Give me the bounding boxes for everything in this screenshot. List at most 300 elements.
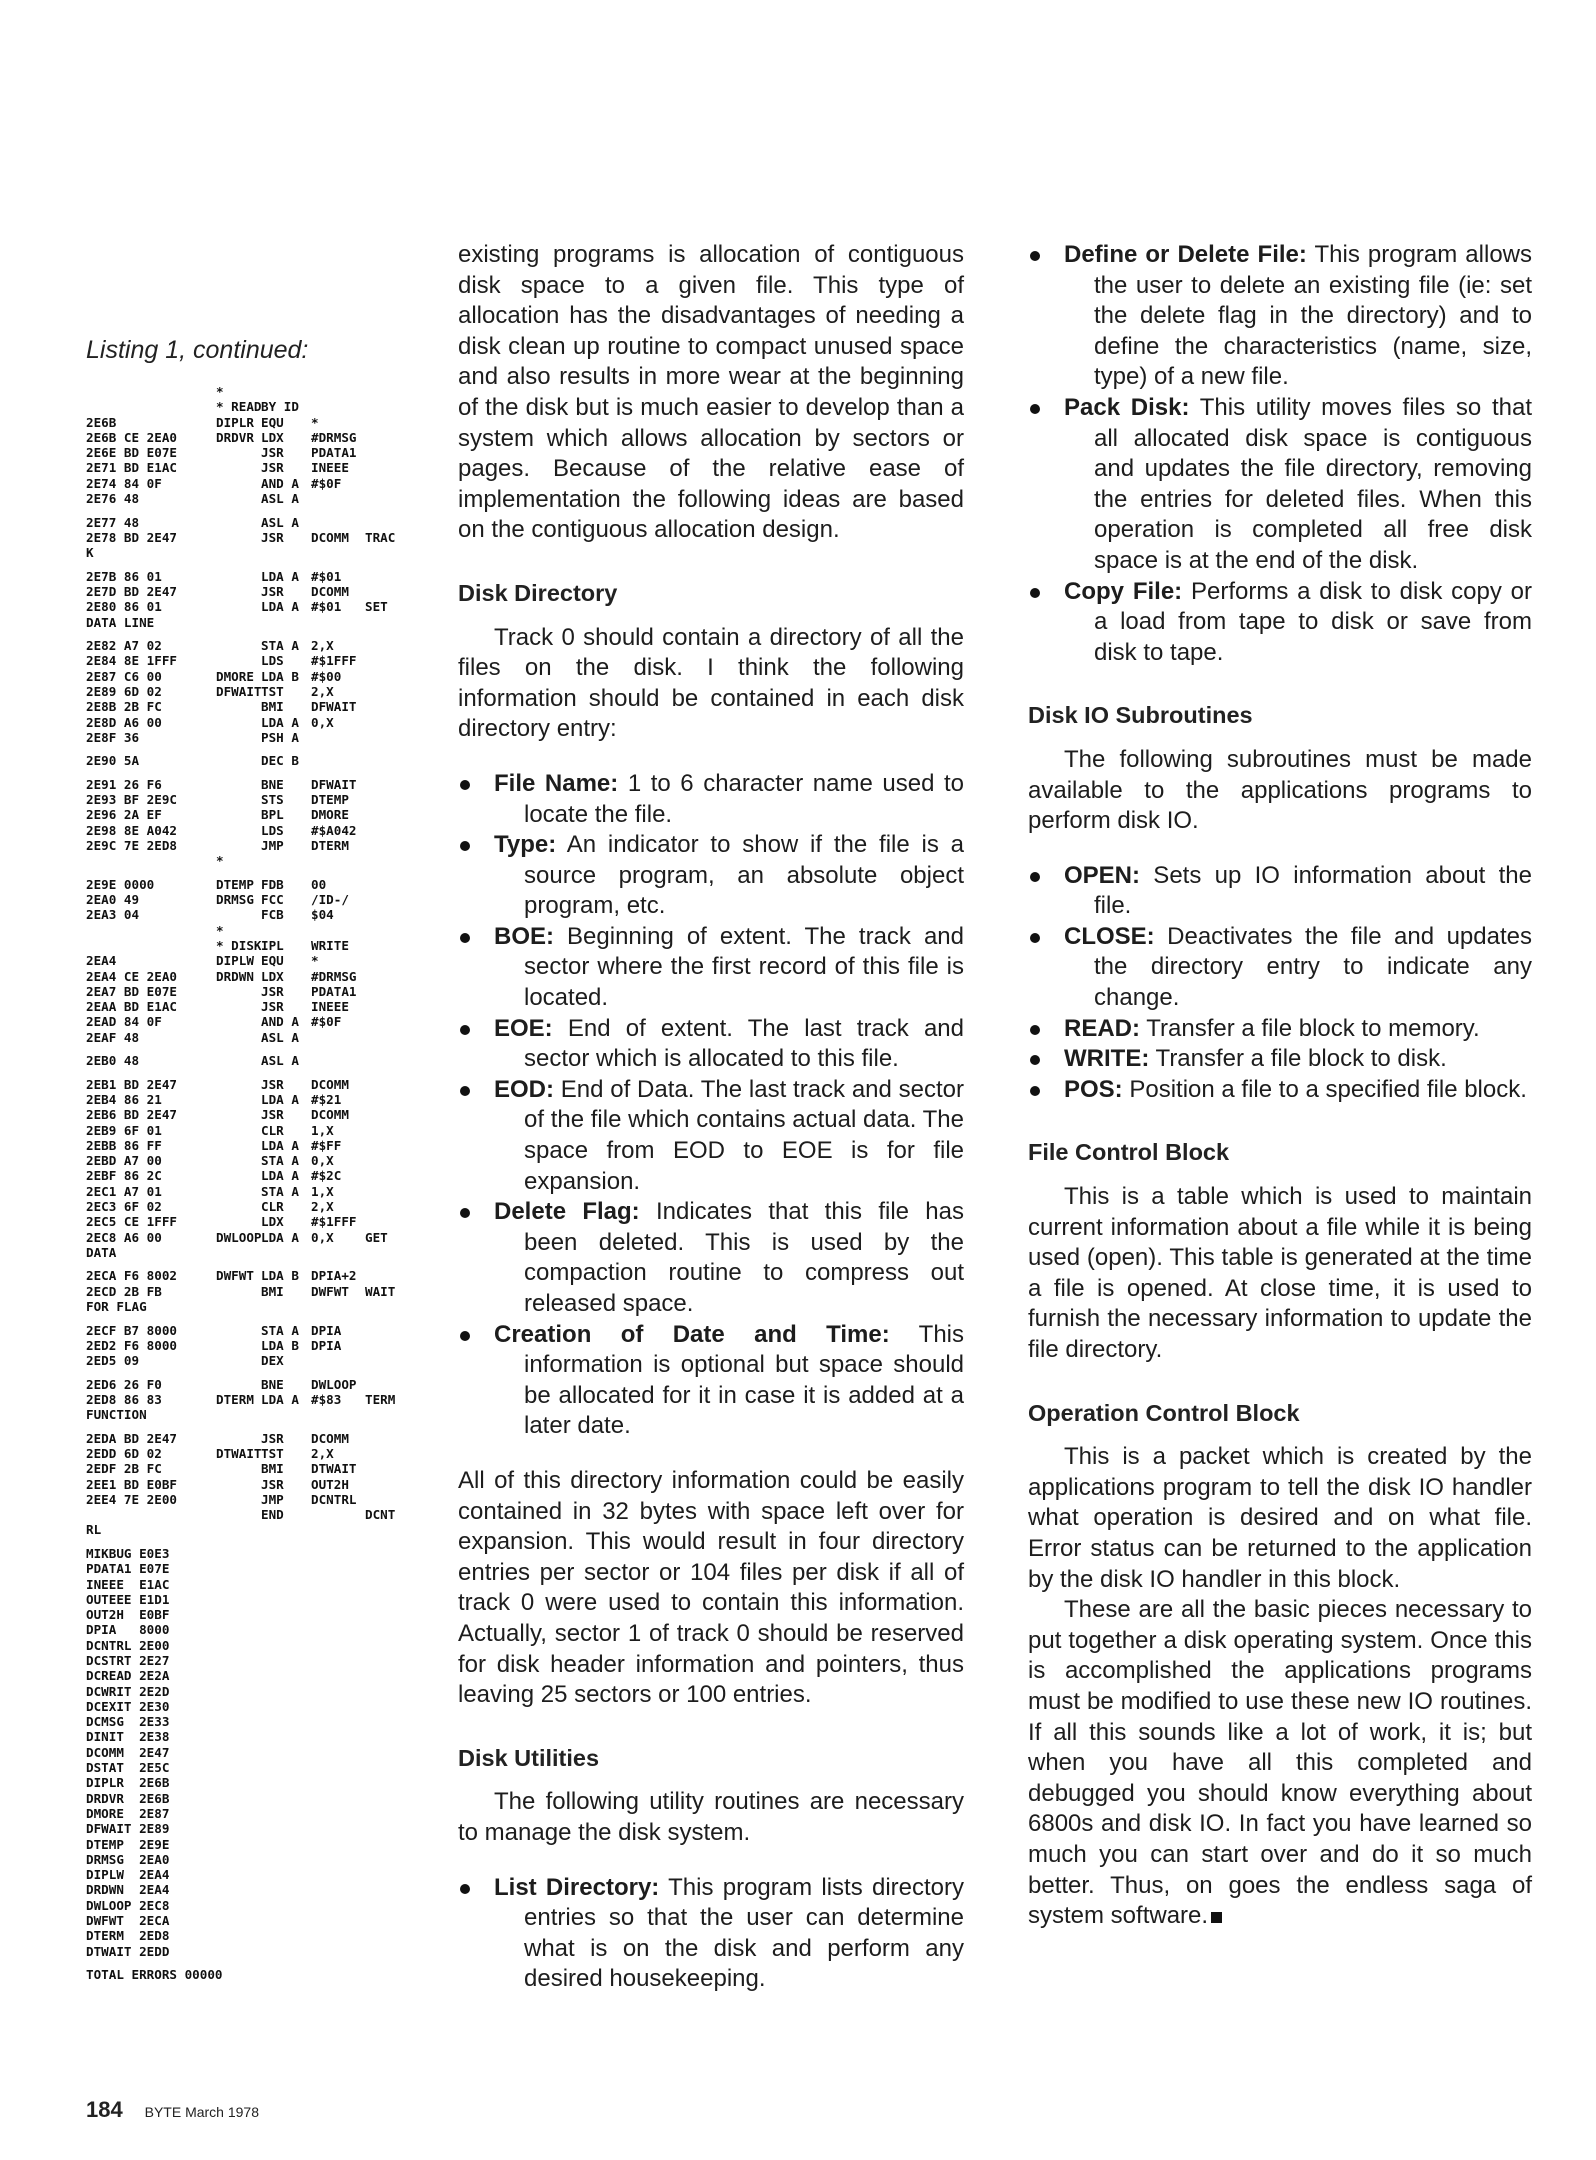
listing-field: MIKBUG E0E3 [86, 1545, 170, 1561]
listing-field: 2EC1 A7 01 [86, 1183, 162, 1199]
listing-field: AND A [261, 1014, 299, 1030]
listing-field: LDX [261, 968, 284, 984]
io-routine-item [1028, 861, 1532, 922]
listing-field: * READ [216, 399, 262, 415]
listing-line [86, 445, 426, 460]
io-routine-text: Sets up IO information about the file. [1094, 861, 1532, 920]
listing-field: DCSTRT 2E27 [86, 1653, 170, 1668]
listing-field: 2E6B [86, 414, 117, 430]
listing-line [86, 753, 426, 768]
listing-field: 2EA0 49 [86, 892, 140, 908]
listing-line [86, 1867, 426, 1882]
listing-field: #$83 [311, 1391, 342, 1407]
listing-field: DTEMP [311, 792, 349, 808]
listing-line [86, 1607, 426, 1622]
listing-line [86, 1123, 426, 1138]
listing-field: 2E84 8E 1FFF [86, 653, 177, 669]
utility-term: Define or Delete File: [1064, 241, 1307, 268]
page-number: 184 [86, 2097, 123, 2122]
listing-field: DRDWN [216, 968, 254, 984]
listing-field: 2E6B CE 2EA0 [86, 429, 177, 445]
bullet-icon [1030, 404, 1040, 414]
file-control-block-paragraph: This is a table which is used to maintain current information about a file while it is being used (open). This table is generated at the time a file is opened. At close time, it is used to furnish the necessary information to update the file directory. [1028, 1183, 1532, 1363]
listing-field: FOR FLAG [86, 1299, 147, 1315]
listing-field: 2E77 48 [86, 514, 140, 530]
listing-field: JSR [261, 1107, 284, 1123]
listing-line [86, 923, 426, 938]
listing-field: FDB [261, 876, 284, 892]
listing-field: DEX [261, 1353, 284, 1369]
listing-line [86, 1245, 426, 1260]
utility-text: This program allows the user to delete an existing file (ie: set the delete flag in the directory) and to define the characteristics (name, size, type) of a new file. [1094, 241, 1532, 391]
listing-field: PDATA1 E07E [86, 1561, 170, 1577]
bullet-icon [460, 1331, 470, 1341]
listing-field: $04 [311, 907, 334, 923]
listing-field: 2E96 2A EF [86, 807, 162, 823]
utility-term: Pack Disk: [1064, 393, 1190, 421]
listing-line [86, 1053, 426, 1068]
listing-field: LDX [261, 429, 284, 445]
utilities-list-continued [1028, 240, 1532, 668]
listing-line [86, 984, 426, 999]
listing-field: 2ECA F6 8002 [86, 1268, 177, 1284]
listing-field: * [311, 414, 319, 430]
listing-field: 2E87 C6 00 [86, 668, 162, 684]
listing-line [86, 1852, 426, 1867]
utility-item [458, 1873, 964, 1995]
bullet-icon [1030, 251, 1040, 261]
listing-field: 2E9C 7E 2ED8 [86, 837, 177, 853]
listing-field: DIPLR [216, 414, 254, 430]
listing-field: LDA A [261, 1137, 299, 1153]
listing-field: DSTAT 2E5C [86, 1760, 170, 1776]
listing-field: EQU [261, 414, 284, 430]
listing-field: ASL A [261, 514, 299, 530]
directory-field-text: End of Data. The last track and sector of the file which contains actual data. The space from EOD to EOE is for file expansion. [524, 1075, 964, 1195]
listing-field: TERM [365, 1391, 396, 1407]
listing-line [86, 399, 426, 414]
utility-item [1028, 393, 1532, 577]
listing-line [86, 1492, 426, 1507]
io-routine-text: Transfer a file block to memory. [1140, 1014, 1480, 1042]
listing-line [86, 1153, 426, 1168]
listing-field: #$00 [311, 668, 342, 684]
listing-line [86, 938, 426, 953]
listing-field: LDA A [261, 599, 299, 615]
listing-line [86, 792, 426, 807]
listing-line [86, 1138, 426, 1153]
listing-gap [86, 1959, 426, 1967]
listing-field: 2E8F 36 [86, 729, 140, 745]
listing-field: JSR [261, 583, 284, 599]
io-subroutines-list [1028, 861, 1532, 1106]
listing-field: BY ID [261, 399, 299, 415]
listing-field: DPIA 8000 [86, 1622, 170, 1638]
directory-field-item [458, 830, 964, 922]
listing-field: DCEXIT 2E30 [86, 1698, 170, 1714]
listing-field: DMORE [216, 668, 254, 684]
listing-field: 2EAF 48 [86, 1029, 140, 1045]
listing-line [86, 1077, 426, 1092]
listing-field: 2E7B 86 01 [86, 568, 162, 584]
listing-field: DCOMM [311, 1107, 349, 1123]
listing-field: TRAC [365, 529, 396, 545]
listing-line [86, 1882, 426, 1897]
listing-field: DCOMM 2E47 [86, 1744, 170, 1760]
listing-field: 2E71 BD E1AC [86, 460, 177, 476]
listing-field: DTEMP [216, 876, 254, 892]
listing-line [86, 1299, 426, 1314]
utility-term: List Directory: [494, 1873, 660, 1901]
listing-line [86, 730, 426, 745]
io-routine-term: POS: [1064, 1075, 1123, 1103]
listing-field: RL [86, 1522, 102, 1538]
listing-line [86, 1377, 426, 1392]
directory-field-item [458, 922, 964, 1014]
listing-line [86, 1668, 426, 1683]
listing-gap [86, 1368, 426, 1376]
listing-line [86, 599, 426, 614]
utility-item [1028, 240, 1532, 393]
listing-field: FCB [261, 907, 284, 923]
io-routine-item [1028, 1014, 1532, 1045]
listing-line [86, 1184, 426, 1199]
listing-line [86, 1898, 426, 1913]
listing-line [86, 853, 426, 868]
listing-field: INEEE [311, 460, 349, 476]
listing-field: DTWAIT [216, 1445, 262, 1461]
listing-line [86, 545, 426, 560]
listing-field: 0,X [311, 1229, 334, 1245]
listing-field: 2EE4 7E 2E00 [86, 1491, 177, 1507]
heading-file-control-block: File Control Block [1028, 1139, 1230, 1166]
listing-field: 2EE1 BD E0BF [86, 1476, 177, 1492]
listing-field: 2EBF 86 2C [86, 1168, 162, 1184]
listing-field: * [216, 853, 224, 869]
listing-line [86, 1214, 426, 1229]
listing-field: DMORE [311, 807, 349, 823]
listing-line [86, 1638, 426, 1653]
listing-field: JSR [261, 999, 284, 1015]
listing-field: 2E93 BF 2E9C [86, 792, 177, 808]
listing-line [86, 669, 426, 684]
listing-field: DCOMM [311, 1076, 349, 1092]
listing-field: JSR [261, 1476, 284, 1492]
listing-field: 2E78 BD 2E47 [86, 529, 177, 545]
listing-field: 2E98 8E A042 [86, 822, 177, 838]
heading-disk-utilities: Disk Utilities [458, 1744, 600, 1771]
right-column [1028, 240, 1532, 1932]
listing-line [86, 1522, 426, 1537]
listing-line [86, 1791, 426, 1806]
listing-field: LDA B [261, 1337, 299, 1353]
listing-field: 2EA4 CE 2EA0 [86, 968, 177, 984]
listing-field: LDA A [261, 714, 299, 730]
issue-label: BYTE March 1978 [144, 2104, 259, 2120]
listing-field: 2E76 48 [86, 491, 140, 507]
page-footer [86, 2097, 259, 2123]
listing-line [86, 1821, 426, 1836]
listing-field: 2E9E 0000 [86, 876, 155, 892]
listing-gap [86, 1538, 426, 1546]
listing-gap [86, 1068, 426, 1076]
listing-field: 2EDA BD 2E47 [86, 1430, 177, 1446]
listing-field: LDS [261, 822, 284, 838]
listing-field: ASL A [261, 1029, 299, 1045]
listing-field: STA A [261, 1153, 299, 1169]
listing-field: 2,X [311, 1445, 334, 1461]
listing-line [86, 1199, 426, 1214]
listing-field: STS [261, 792, 284, 808]
listing-field: DRDVR 2E6B [86, 1790, 170, 1806]
listing-field: 2,X [311, 638, 334, 654]
listing-line [86, 530, 426, 545]
listing-field: PDATA1 [311, 445, 357, 461]
listing-field: DWLOOP 2EC8 [86, 1897, 170, 1913]
listing-field: 2EDF 2B FC [86, 1461, 162, 1477]
listing-field: #$FF [311, 1137, 342, 1153]
listing-field: ASL A [261, 1053, 299, 1069]
listing-line [86, 1268, 426, 1283]
listing-field: LDS [261, 653, 284, 669]
listing-line [86, 1714, 426, 1729]
listing-field: STA A [261, 1322, 299, 1338]
listing-field: DCWRIT 2E2D [86, 1683, 170, 1699]
listing-field: DWFWT 2ECA [86, 1913, 170, 1929]
bullet-icon [460, 1086, 470, 1096]
listing-line [86, 1107, 426, 1122]
listing-field: OUT2H E0BF [86, 1607, 170, 1623]
listing-field: LDA A [261, 568, 299, 584]
end-of-article-mark [1211, 1912, 1222, 1923]
listing-field: 2EB0 48 [86, 1053, 140, 1069]
listing-line [86, 1944, 426, 1959]
listing-field: * [311, 953, 319, 969]
listing-gap [86, 745, 426, 753]
listing-line [86, 1014, 426, 1029]
bullet-icon [1030, 933, 1040, 943]
directory-field-text: Beginning of extent. The track and sector where the first record of this file is located. [524, 922, 964, 1012]
bullet-icon [1030, 1055, 1040, 1065]
listing-field: DCOMM [311, 1430, 349, 1446]
listing-field: 2EB9 6F 01 [86, 1122, 162, 1138]
listing-field: JSR [261, 1076, 284, 1092]
listing-line [86, 1507, 426, 1522]
io-routine-text: Deactivates the file and updates the directory entry to indicate any change. [1094, 922, 1532, 1012]
utility-text: Performs a disk to disk copy or a load from tape to disk or save from disk to tape. [1094, 577, 1532, 666]
listing-field: 2EA3 04 [86, 907, 140, 923]
listing-field: DRMSG 2EA0 [86, 1851, 170, 1867]
listing-field: 2ED2 F6 8000 [86, 1337, 177, 1353]
listing-field: STA A [261, 638, 299, 654]
listing-line [86, 1407, 426, 1422]
listing-field: SET [365, 599, 388, 615]
listing-field: PSH A [261, 729, 299, 745]
bullet-icon [460, 780, 470, 790]
listing-line [86, 1477, 426, 1492]
listing-field: INEEE E1AC [86, 1576, 170, 1592]
listing-gap [86, 869, 426, 877]
bullet-icon [460, 841, 470, 851]
listing-field: 2E91 26 F6 [86, 776, 162, 792]
listing-field: JSR [261, 529, 284, 545]
listing-field: DATA LINE [86, 614, 155, 630]
listing-field: 2E80 86 01 [86, 599, 162, 615]
listing-field: END [261, 1507, 284, 1523]
listing-field: 2EBB 86 FF [86, 1137, 162, 1153]
operation-control-block-paragraph: This is a packet which is created by the applications program to tell the disk IO handler what operation is desired and on what file. Error status can be returned to the application by the disk IO handler in this block. [1028, 1443, 1532, 1593]
listing-field: DIPLW 2EA4 [86, 1867, 170, 1883]
listing-line [86, 1446, 426, 1461]
listing-field: DCNTRL [311, 1491, 357, 1507]
listing-gap [86, 1045, 426, 1053]
directory-field-item [458, 1320, 964, 1442]
listing-field: 2E7D BD 2E47 [86, 583, 177, 599]
listing-field: STA A [261, 1183, 299, 1199]
listing-line [86, 1806, 426, 1821]
listing-field: PDATA1 [311, 983, 357, 999]
listing-line [86, 838, 426, 853]
listing-caption: Listing 1, continued: [86, 336, 309, 364]
listing-line [86, 699, 426, 714]
io-routine-term: OPEN: [1064, 861, 1141, 889]
listing-field: FUNCTION [86, 1407, 147, 1423]
utility-term: Copy File: [1064, 577, 1183, 605]
listing-line [86, 1967, 426, 1982]
listing-field: DFWAIT [311, 699, 357, 715]
listing-line [86, 430, 426, 445]
listing-line [86, 1577, 426, 1592]
listing-field: DCNTRL 2E00 [86, 1637, 170, 1653]
listing-line [86, 1684, 426, 1699]
io-routine-item [1028, 1044, 1532, 1075]
listing-line [86, 1284, 426, 1299]
utility-text: This program lists directory entries so that the user can determine what is on the disk and perform any desired housekeeping. [524, 1873, 965, 1993]
listing-field: ASL A [261, 491, 299, 507]
listing-field: #$01 [311, 568, 342, 584]
listing-line [86, 1030, 426, 1045]
listing-field: 0,X [311, 1153, 334, 1169]
listing-field: /ID-/ [311, 892, 349, 908]
directory-field-item [458, 1014, 964, 1075]
listing-field: LDA A [261, 1091, 299, 1107]
listing-field: DRMSG [216, 892, 254, 908]
bullet-icon [1030, 1025, 1040, 1035]
listing-field: DCOMM [311, 529, 349, 545]
listing-field: 1,X [311, 1183, 334, 1199]
listing-field: DTWAIT 2EDD [86, 1943, 170, 1959]
listing-field: BNE [261, 1376, 284, 1392]
listing-field: 2EC5 CE 1FFF [86, 1214, 177, 1230]
listing-field: OUT2H [311, 1476, 349, 1492]
listing-line [86, 515, 426, 530]
listing-line [86, 1546, 426, 1561]
directory-field-item [458, 1197, 964, 1319]
heading-operation-control-block: Operation Control Block [1028, 1399, 1300, 1426]
listing-line [86, 1622, 426, 1637]
listing-field: 2EAA BD E1AC [86, 999, 177, 1015]
listing-field: 2E90 5A [86, 753, 140, 769]
listing-field: DINIT 2E38 [86, 1729, 170, 1745]
listing-field: DFWAIT [216, 683, 262, 699]
listing-line [86, 415, 426, 430]
listing-field: 2ECF B7 8000 [86, 1322, 177, 1338]
listing-line [86, 1353, 426, 1368]
listing-line [86, 1338, 426, 1353]
io-subroutines-paragraph: The following subroutines must be made available to the applications programs to perform disk IO. [1028, 745, 1532, 835]
listing-field: CLR [261, 1199, 284, 1215]
listing-line [86, 476, 426, 491]
listing-field: 2EDD 6D 02 [86, 1445, 162, 1461]
listing-field: DRDVR [216, 429, 254, 445]
listing-line [86, 1561, 426, 1576]
directory-field-item [458, 1075, 964, 1197]
listing-field: CLR [261, 1122, 284, 1138]
listing-field: LDA A [261, 1391, 299, 1407]
listing-line [86, 1653, 426, 1668]
bullet-icon [460, 1025, 470, 1035]
listing-line [86, 777, 426, 792]
listing-field: DIPLW [216, 953, 254, 969]
bullet-icon [460, 1884, 470, 1894]
listing-line [86, 1461, 426, 1476]
listing-line [86, 1745, 426, 1760]
listing-line [86, 1775, 426, 1790]
listing-field: 2E89 6D 02 [86, 683, 162, 699]
listing-field: DFWAIT [311, 776, 357, 792]
listing-field: BMI [261, 1461, 284, 1477]
utilities-list [458, 1873, 964, 1995]
listing-field: JSR [261, 460, 284, 476]
listing-line [86, 653, 426, 668]
listing-field: INEEE [311, 999, 349, 1015]
listing-field: 2,X [311, 1199, 334, 1215]
directory-paragraph: Track 0 should contain a directory of all the files on the disk. I think the following information should be contained in each disk directory entry: [458, 623, 964, 743]
listing-gap [86, 630, 426, 638]
listing-line [86, 1092, 426, 1107]
listing-line [86, 1837, 426, 1852]
listing-gap [86, 1314, 426, 1322]
listing-field: 2E74 84 0F [86, 475, 162, 491]
directory-entry-list [458, 769, 964, 1442]
listing-field: DTWAIT [311, 1461, 357, 1477]
closing-paragraph [1028, 1595, 1532, 1932]
listing-line [86, 1323, 426, 1338]
listing-line [86, 384, 426, 399]
directory-field-text: Indicates that this file has been deleted. This is used by the compaction routine to compress out released space. [524, 1198, 965, 1317]
listing-line [86, 491, 426, 506]
io-routine-term: READ: [1064, 1014, 1140, 1042]
listing-field: DCNT [365, 1507, 396, 1523]
listing-gap [86, 560, 426, 568]
listing-field: DEC B [261, 753, 299, 769]
listing-field: #$2C [311, 1168, 342, 1184]
directory-field-item [458, 769, 964, 830]
listing-field: #$A042 [311, 822, 357, 838]
listing-field: WAIT [365, 1283, 396, 1299]
listing-field: 0,X [311, 714, 334, 730]
middle-column [458, 240, 964, 1995]
listing-field: 2EB4 86 21 [86, 1091, 162, 1107]
listing-field: * [216, 922, 224, 938]
bullet-icon [460, 933, 470, 943]
listing-field: JSR [261, 1430, 284, 1446]
directory-field-term: EOE: [494, 1014, 553, 1042]
heading-disk-io-subroutines: Disk IO Subroutines [1028, 702, 1253, 729]
listing-field: #$0F [311, 475, 342, 491]
listing-field: DCOMM [311, 583, 349, 599]
directory-field-text: An indicator to show if the file is a source program, an absolute object program, etc. [524, 831, 964, 920]
